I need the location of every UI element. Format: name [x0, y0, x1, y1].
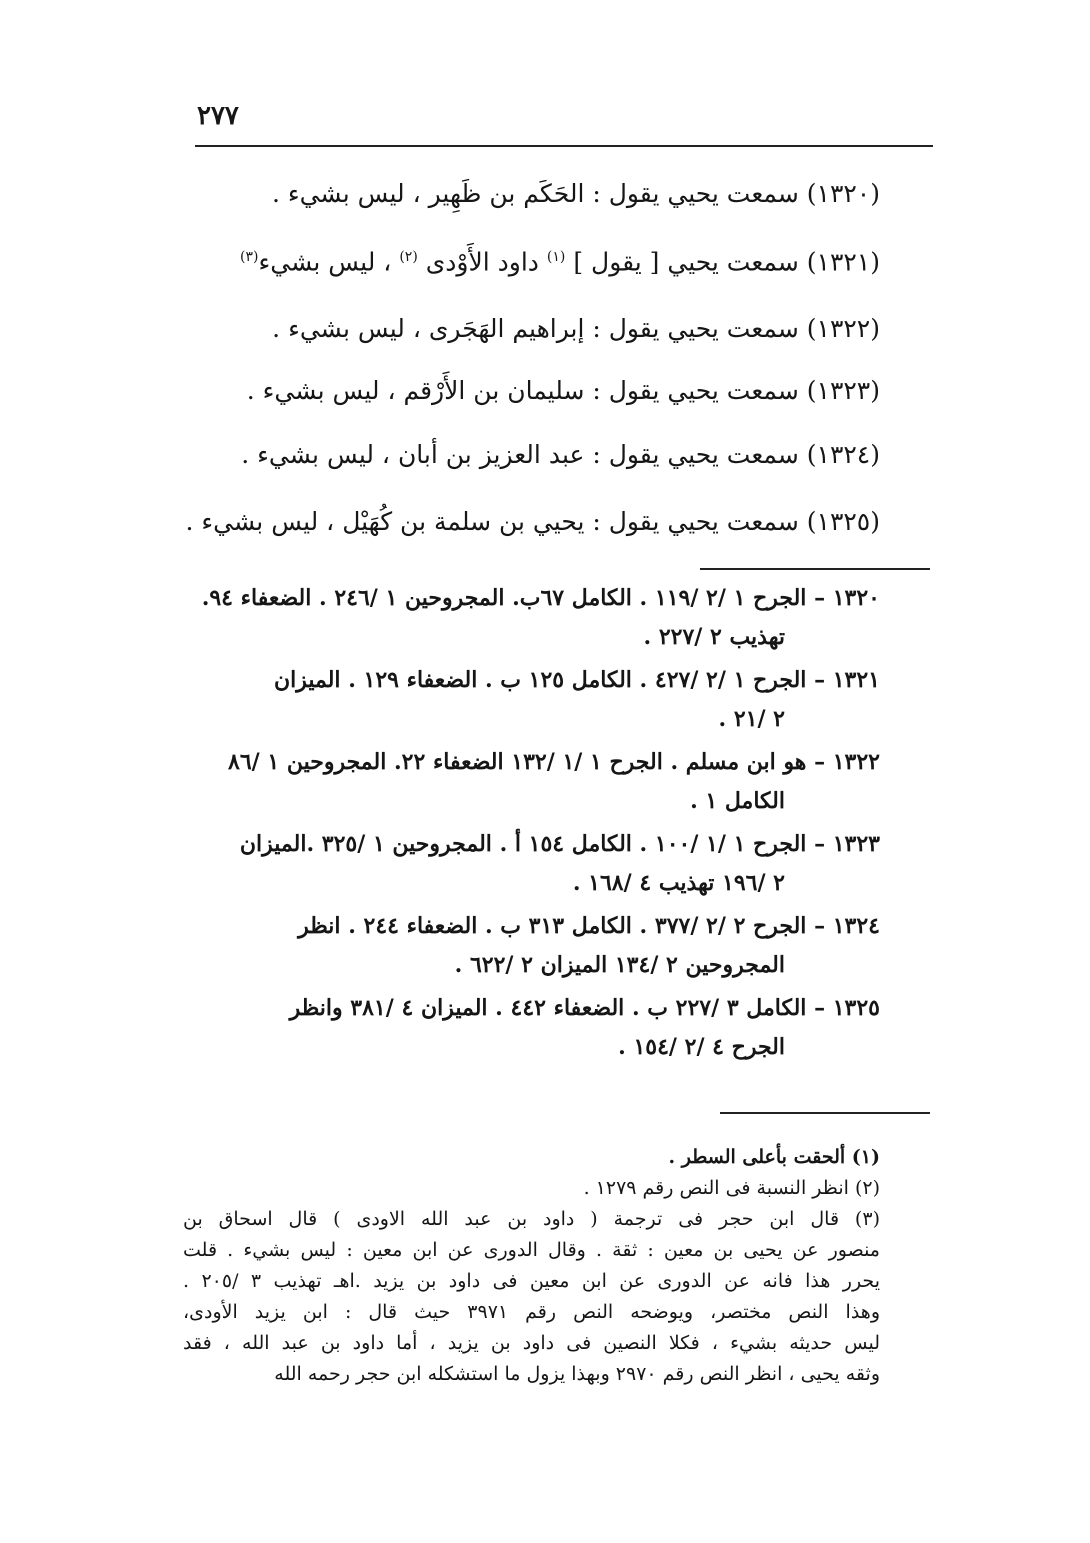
reference-item: ١٣٢١ – الجرح ١ /٢ /٤٢٧ . الكامل ١٢٥ ب . الضعفاء ١٢٩ . الميزان ٢ /٢١ .: [273, 667, 880, 732]
footnote-line: ليس حديثه بشيء ، فكلا النصين فى داود بن يزيد ، أما داود بن عبد الله ، فقد: [183, 1332, 880, 1354]
entry-text: سمعت يحيي يقول : الحَكَم بن ظَهِير ، ليس بشيء .: [271, 179, 799, 208]
narration-entry: [186, 502, 881, 542]
footnote-1: (١) ألحقت بأعلى السطر .: [668, 1146, 880, 1168]
entry-text: سمعت يحيي يقول : إبراهيم الهَجَرى ، ليس بشيء .: [272, 314, 799, 343]
reference-item: ١٣٢٤ – الجرح ٢ /٢ /٣٧٧ . الكامل ٣١٣ ب . الضعفاء ٢٤٤ . انظر المجروحين ٢ /١٣٤ الميزان ٢ /٦٢٢ .: [298, 913, 880, 978]
narration-entry: [241, 435, 880, 475]
entry-text: سمعت يحيي يقول : عبد العزيز بن أبان ، ليس بشيء .: [241, 440, 799, 469]
narration-entry: [272, 309, 880, 349]
footnote-line: وثقه يحيى ، انظر النص رقم ٢٩٧٠ وبهذا يزول ما استشكله ابن حجر رحمه الله: [274, 1363, 880, 1385]
entry-number: (١٣٢١): [806, 247, 880, 277]
footnote-rule: [720, 1112, 930, 1114]
reference-item: ١٣٢٥ – الكامل ٣ /٢٢٧ ب . الضعفاء ٤٤٢ . الميزان ٤ /٣٨١ وانظر الجرح ٤ /٢ /١٥٤ .: [289, 995, 880, 1060]
footnote-marker: (٣): [240, 249, 259, 265]
references-section: [190, 578, 880, 1070]
footnote-line: (٣) قال ابن حجر فى ترجمة ( داود بن عبد الله الاودى ) قال اسحاق بن: [183, 1208, 880, 1230]
reference-item: ١٣٢٢ – هو ابن مسلم . الجرح ١ /١ /١٣٢ الضعفاء ٢٢. المجروحين ١ /٨٦ الكامل ١ .: [228, 749, 880, 814]
reference-item: ١٣٢٣ – الجرح ١ /١ /١٠٠ . الكامل ١٥٤ أ . المجروحين ١ /٣٢٥ .الميزان ٢ /١٩٦ تهذيب ٤ /١٦٨ .: [239, 831, 880, 896]
entry-number: (١٣٢٤): [806, 440, 880, 469]
header-rule: [195, 145, 933, 147]
entry-text: سمعت يحيي [ يقول ]: [573, 247, 799, 277]
footnotes-section: [183, 1142, 880, 1390]
footnote-3: [183, 1204, 880, 1390]
entry-text: سمعت يحيي يقول : يحيي بن سلمة بن كُهَيْل ، ليس بشيء .: [185, 507, 799, 536]
entry-number: (١٣٢٥): [806, 507, 880, 536]
footnote-2: (٢) انظر النسبة فى النص رقم ١٢٧٩ .: [583, 1177, 880, 1199]
footnote-line: يحرر هذا فانه عن الدورى عن ابن معين فى داود بن يزيد .اهـ تهذيب ٣ /٢٠٥ .: [183, 1270, 880, 1292]
reference-item: ١٣٢٠ – الجرح ١ /٢ /١١٩ . الكامل ٦٧ب. المجروحين ١ /٢٤٦ . الضعفاء ٩٤. تهذيب ٢ /٢٢٧ .: [201, 585, 880, 650]
entry-number: (١٣٢٢): [806, 314, 880, 343]
narration-entry: [247, 371, 880, 411]
entry-number: (١٣٢٣): [806, 376, 880, 405]
footnote-marker: (٢): [399, 249, 418, 265]
entry-text: ، ليس بشيء: [258, 247, 392, 277]
narration-entry: [272, 174, 880, 214]
footnote-line: منصور عن يحيى بن معين : ثقة . وقال الدورى عن ابن معين : ليس بشيء . قلت: [183, 1239, 880, 1261]
page-number: ٢٧٧: [197, 101, 239, 131]
entry-text: داود الأَوْدى: [425, 247, 539, 277]
footnote-marker: (١): [546, 249, 566, 265]
entry-text: سمعت يحيي يقول : سليمان بن الأَرْقم ، ليس بشيء .: [246, 376, 799, 405]
footnote-line: وهذا النص مختصر، ويوضحه النص رقم ٣٩٧١ حيث قال : ابن يزيد الأودى،: [183, 1301, 880, 1323]
entry-number: (١٣٢٠): [806, 179, 880, 208]
narration-entry: [240, 237, 880, 282]
section-rule: [700, 568, 930, 570]
